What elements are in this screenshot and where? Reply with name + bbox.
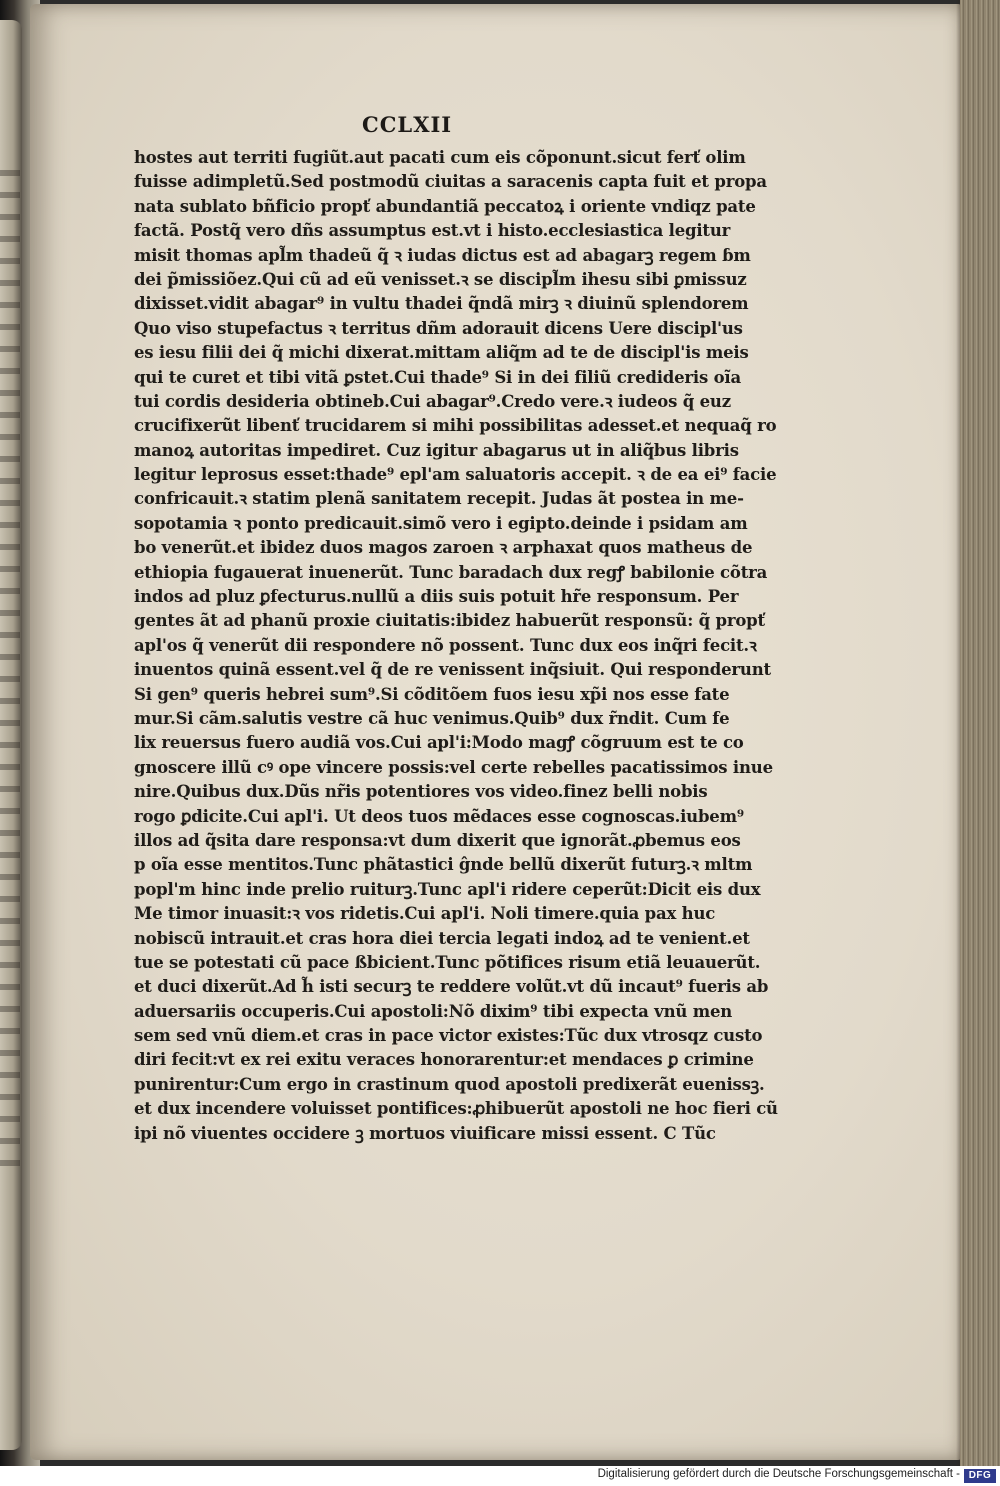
text-line: inuentos quinã essent.vel q̃ de re venissent inq̃siuit. Qui responderunt (134, 660, 771, 680)
previous-page-text-fragment (0, 170, 20, 1170)
text-line: manoꝝ autoritas impediret. Cuz igitur abagarus ut in aliq̃bus libris (134, 440, 739, 460)
footer-bar (0, 1466, 1000, 1486)
text-line: nata sublato bñficio propť abundantiã peccatoꝝ i oriente vndiqz pate (134, 196, 756, 216)
text-line: popl'm hinc inde prelio ruiturꝫ.Tunc apl'i ridere ceperũt:Dicit eis dux (134, 879, 761, 899)
text-line: p oĩa esse mentitos.Tunc phãtastici ĝnde bellũ dixerũt futurꝫ.ꝛ mltm (134, 855, 753, 875)
dfg-logo: DFG (964, 1469, 996, 1483)
text-column (134, 146, 778, 1146)
text-line: punirentur:Cum ergo in crastinum quod apostoli predixerãt euenissꝫ. (134, 1074, 765, 1094)
text-line: confricauit.ꝛ statim plenã sanitatem recepit. Judas ãt postea in me- (134, 489, 744, 509)
text-line: bo venerũt.et ibidez duos magos zaroen ꝛ arphaxat quos matheus de (134, 538, 753, 558)
text-line: dei p̃missiõez.Qui cũ ad eũ venisset.ꝛ se discipl̃m ihesu sibi ꝑmissuz (134, 269, 747, 289)
text-line: Si gen⁹ queris hebrei sum⁹.Si cõditõem fuos iesu xp̃i nos esse fate (134, 684, 730, 704)
text-line: diri fecit:vt ex rei exitu veraces honorarentur:et mendaces ꝑ crimine (134, 1050, 754, 1070)
text-line: es iesu filii dei q̃ michi dixerat.mittam aliq̃m ad te de discipl'is meis (134, 343, 749, 363)
book-fore-edge (960, 0, 1000, 1466)
text-line: tui cordis desideria obtineb.Cui abagar⁹.Credo vere.ꝛ iudeos q̃ euz (134, 391, 731, 411)
text-line: lix reuersus fuero audiã vos.Cui apl'i:Modo magꝭ cõgruum est te co (134, 733, 744, 753)
text-line: fuisse adimpletũ.Sed postmodũ ciuitas a saracenis capta fuit et propa (134, 172, 767, 192)
text-line: legitur leprosus esset:thade⁹ epl'am saluatoris accepit. ꝛ de ea ei⁹ facie (134, 465, 777, 485)
text-line: crucifixerũt libenť trucidarem si mihi possibilitas adesset.et nequaq̃ ro (134, 416, 777, 436)
previous-page-edge (0, 20, 22, 1450)
text-line: mur.Si cãm.salutis vestre cã huc venimus.Quib⁹ dux r̃ndit. Cum fe (134, 708, 730, 728)
text-line: nobiscũ intrauit.et cras hora diei tercia legati indoꝝ ad te venient.et (134, 928, 750, 948)
text-line: sem sed vnũ diem.et cras in pace victor existes:Tũc dux vtrosqz custo (134, 1026, 763, 1046)
text-line: illos ad q̃sita dare responsa:vt dum dixerit que ignorãt.ꝓbemus eos (134, 830, 741, 850)
text-line: hostes aut territi fugiũt.aut pacati cum eis cõponunt.sicut ferť olim (134, 148, 746, 167)
text-line: gnoscere illũ cꝰ ope vincere possis:vel certe rebelles pacatissimos inue (134, 757, 773, 777)
text-line: qui te curet et tibi vitã ꝑstet.Cui thade⁹ Si in dei filiũ credideris oĩa (134, 367, 741, 387)
text-line: dixisset.vidit abagar⁹ in vultu thadei q̃ndã mirꝫ ꝛ diuinũ splendorem (134, 294, 749, 314)
text-line: misit thomas apl̃m thadeũ q̃ ꝛ iudas dictus est ad abagarꝫ regem ɓm (134, 245, 751, 265)
text-line: gentes ãt ad phanũ proxie ciuitatis:ibidez habuerũt responsũ: q̃ propť (134, 611, 765, 631)
text-line: et dux incendere voluisset pontifices:ꝓhibuerũt apostoli ne hoc fieri cũ (134, 1099, 778, 1119)
text-line: apl'os q̃ venerũt dii respondere nõ possent. Tunc dux eos inq̃ri fecit.ꝛ (134, 635, 757, 655)
text-line: tue se potestati cũ pace ßbicient.Tunc põtifices risum etiã leuauerũt. (134, 952, 761, 972)
text-line: factã. Postq̃ vero dñs assumptus est.vt i histo.ecclesiastica legitur (134, 221, 731, 241)
text-line: ethiopia fugauerat inuenerũt. Tunc baradach dux regꝭ babilonie cõtra (134, 562, 768, 582)
text-line: Me timor inuasit:ꝛ vos ridetis.Cui apl'i. Noli timere.quia pax huc (134, 904, 716, 924)
folio-number: CCLXII (362, 112, 453, 137)
text-line: indos ad pluz ꝑfecturus.nullũ a diis suis potuit hr̃e responsum. Per (134, 587, 739, 607)
text-line: et duci dixerũt.Ad h̃ isti securꝫ te reddere volũt.vt dũ incaut⁹ fueris ab (134, 977, 769, 997)
text-line: sopotamia ꝛ ponto predicauit.simõ vero i egipto.deinde i psidam am (134, 513, 748, 533)
text-line: Quo viso stupefactus ꝛ territus dñm adorauit dicens Uere discipl'us (134, 318, 743, 338)
page-leaf (30, 4, 962, 1460)
footer-credit: Digitalisierung gefördert durch die Deutsche Forschungsgemeinschaft - (597, 1468, 960, 1480)
text-line: rogo ꝑdicite.Cui apl'i. Ut deos tuos mẽdaces esse cognoscas.iubem⁹ (134, 806, 744, 826)
text-line: nire.Quibus dux.Dũs nr̃is potentiores vos video.finez belli nobis (134, 782, 708, 802)
text-line: ipi nõ viuentes occidere ꝫ mortuos viuificare missi essent. C Tũc (134, 1123, 716, 1143)
text-line: aduersariis occuperis.Cui apostoli:Nõ dixim⁹ tibi expecta vnũ men (134, 1001, 733, 1021)
